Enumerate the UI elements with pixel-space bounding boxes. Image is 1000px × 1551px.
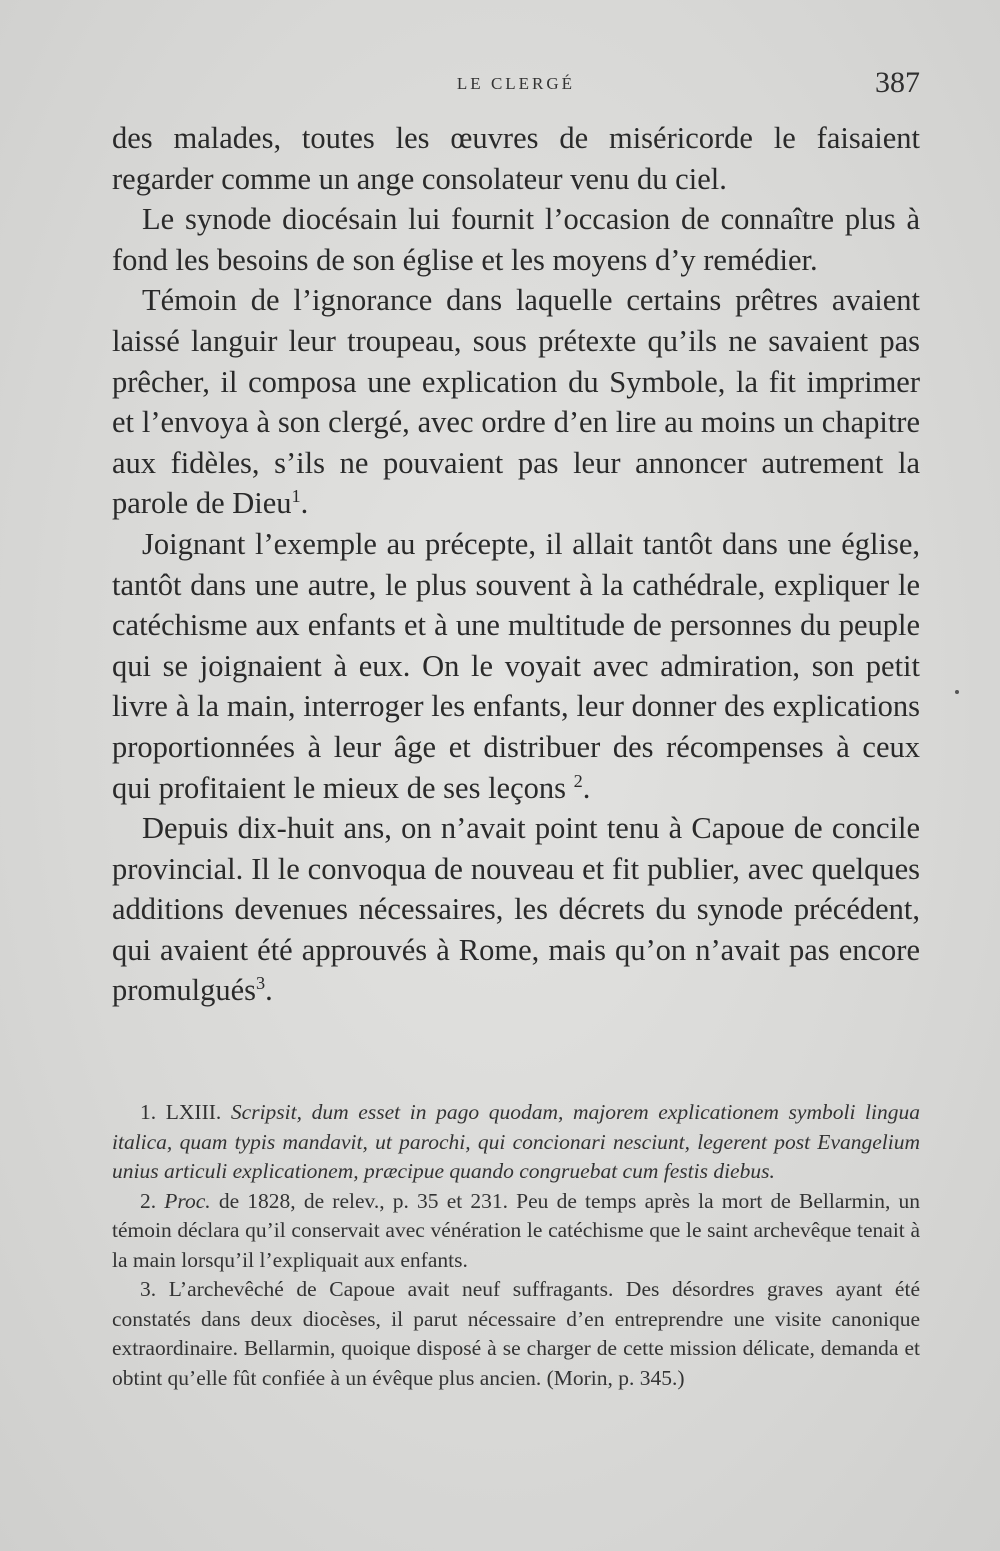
paragraph-3-end: . [300,486,309,521]
main-text [112,118,920,1011]
paragraph-5-text: Depuis dix-huit ans, on n’avait point tenu à Capoue de concile provincial. Il le convoqua de nouveau et fit publier, avec quelques additions devenues nécessaires, les décrets du synode précédent, qui avaient été approuvés à Rome, mais qu’on n’avait pas encore promulgués [112,811,920,1008]
footnote-2 [112,1187,920,1276]
footnotes [112,1098,920,1393]
footnote-1-number: 1. LXIII. [140,1100,222,1124]
paragraph-1: des malades, toutes les œuvres de miséricorde le faisaient regarder comme un ange consolateur venu du ciel. [112,121,920,196]
footnote-ref-2: 2 [573,770,583,791]
footnote-2-reference: Proc. [164,1188,211,1213]
footnote-ref-1: 1 [291,486,301,507]
footnote-3: 3. L’archevêché de Capoue avait neuf suffragants. Des désordres graves ayant été constatés dans deux diocèses, il parut nécessaire d’en entreprendre une visite canonique extraordinaire. Bellarmin, quoique disposé à se charger de cette mission délicate, demanda et obtint qu’elle fût confiée à un évêque plus ancien. (Morin, p. 345.) [112,1277,920,1390]
paragraph-3-text: Témoin de l’ignorance dans laquelle certains prêtres avaient laissé languir leur troupeau, sous prétexte qu’ils ne savaient pas prêcher, il composa une explication du Symbole, la fit imprimer et l’envoya à son clergé, avec ordre d’en lire au moins un chapitre aux fidèles, s’ils ne pouvaient pas leur annoncer autrement la parole de Dieu [112,283,920,521]
paragraph-5-end: . [265,973,273,1008]
paragraph-4-text: Joignant l’exemple au précepte, il allait tantôt dans une église, tantôt dans une autre, le plus souvent à la cathédrale, expliquer le catéchisme aux enfants et à une multitude de personnes du peuple qui se joignaient à eux. On le voyait avec admiration, son petit livre à la main, interroger les enfants, leur donner des explications proportionnées à leur âge et distribuer des récompenses à ceux qui profitaient le mieux de ses leçons [112,526,920,805]
paragraph-5 [112,808,920,1011]
paper-speck [955,690,959,694]
footnote-2-number: 2. [140,1188,157,1213]
running-title: LE CLERGÉ [456,74,576,93]
page-number: 387 [875,66,920,99]
footnote-2-text: de 1828, de relev., p. 35 et 231. Peu de temps après la mort de Bellarmin, un témoin déclara qu’il conservait avec vénération le catéchisme que le saint archevêque tenait à la main lorsqu’il l’expliquait aux enfants. [112,1188,921,1272]
paragraph-4-end: . [582,770,591,805]
footnote-1 [112,1098,920,1187]
paragraph-2: Le synode diocésain lui fournit l’occasion de connaître plus à fond les besoins de son église et les moyens d’y remédier. [112,202,920,277]
footnote-1-latin-text: Scripsit, dum esset in pago quodam, majorem explicationem symboli lingua italica, quam typis mandavit, ut parochi, qui concionari nesciunt, legerent post Evangelium unius articuli explicationem, præcipue quando congruebat cum festis diebus. [112,1100,921,1183]
paragraph-3 [112,280,920,524]
footnote-ref-3: 3 [256,973,266,994]
paragraph-4 [112,524,920,808]
page-header [112,66,920,106]
